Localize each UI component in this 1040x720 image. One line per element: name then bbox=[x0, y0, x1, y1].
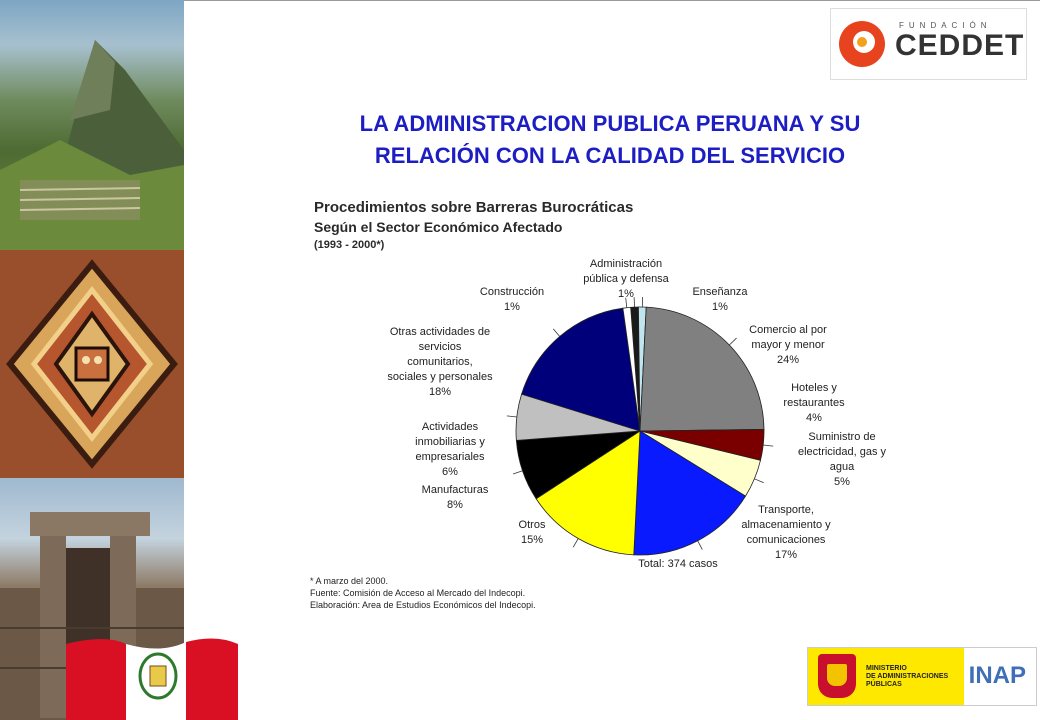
pie-chart bbox=[300, 195, 900, 620]
decorative-photo-panel bbox=[0, 0, 184, 720]
pie-label-8: Actividades inmobiliarias y empresariales 6% bbox=[415, 421, 485, 478]
ceddet-name-text: CEDDET bbox=[895, 29, 1025, 62]
footnote-elaboration: Elaboración: Area de Estudios Económicos del Indecopi. bbox=[310, 600, 536, 610]
page-title-line-2: RELACIÓN CON LA CALIDAD DEL SERVICIO bbox=[374, 143, 846, 168]
top-rule bbox=[184, 0, 1040, 1]
pie-label-9: Otras actividades de servicios comunitarios, sociales y personales 18% bbox=[387, 326, 493, 398]
pie-label-0: Administración pública y defensa 1% bbox=[583, 258, 669, 300]
pie-label-2: Comercio al por mayor y menor 24% bbox=[749, 324, 827, 366]
pie-label-5: Transporte, almacenamiento y comunicaciones 17% bbox=[741, 504, 831, 561]
ministerio-line-1: MINISTERIO bbox=[866, 665, 907, 672]
page-title bbox=[290, 108, 930, 172]
ministerio-inap-logo bbox=[807, 647, 1037, 706]
machu-picchu-photo bbox=[0, 0, 184, 250]
pie-leader-line-6 bbox=[573, 539, 578, 548]
inap-text: INAP bbox=[968, 662, 1026, 689]
pie-label-6: Otros 15% bbox=[518, 519, 546, 546]
pie-label-1: Enseñanza 1% bbox=[692, 286, 748, 313]
footnote-source: Fuente: Comisión de Acceso al Mercado del Indecopi. bbox=[310, 588, 526, 598]
ceddet-fundacion-text: FUNDACIÓN bbox=[899, 21, 992, 30]
ministerio-text bbox=[866, 665, 948, 689]
ceddet-logo-dot bbox=[857, 37, 867, 47]
pie-leader-line-8 bbox=[507, 416, 517, 417]
pie-slice-2 bbox=[640, 307, 764, 431]
ministerio-line-3: PÚBLICAS bbox=[866, 681, 902, 688]
pie-leader-line-7 bbox=[513, 471, 522, 474]
pie-label-4: Suministro de electricidad, gas y agua 5% bbox=[797, 431, 887, 488]
peru-flag bbox=[66, 634, 238, 720]
spain-coat-of-arms-icon bbox=[818, 654, 856, 698]
footnote-date: * A marzo del 2000. bbox=[310, 576, 389, 586]
inap-box bbox=[964, 648, 1036, 705]
pie-label-3: Hoteles y restaurantes 4% bbox=[783, 382, 845, 424]
pie-label-7: Manufacturas 8% bbox=[421, 484, 489, 511]
pie-leader-line-5 bbox=[698, 541, 703, 550]
pie-label-10: Construcción 1% bbox=[479, 286, 545, 313]
pie-chart-figure bbox=[300, 195, 900, 620]
pie-leader-line-2 bbox=[729, 338, 736, 345]
pie-leader-line-3 bbox=[763, 445, 773, 446]
pie-leader-line-9 bbox=[553, 329, 559, 337]
moche-mural-photo bbox=[0, 250, 184, 478]
ceddet-logo bbox=[830, 8, 1027, 80]
pie-leader-line-4 bbox=[754, 479, 763, 483]
page-title-line-1: LA ADMINISTRACION PUBLICA PERUANA Y SU bbox=[359, 111, 861, 136]
chart-title: Procedimientos sobre Barreras Burocráticas bbox=[314, 199, 634, 216]
chart-subtitle: Según el Sector Económico Afectado bbox=[314, 219, 563, 235]
ministerio-line-2: DE ADMINISTRACIONES bbox=[866, 673, 949, 680]
chart-period: (1993 - 2000*) bbox=[314, 239, 385, 251]
pie-total-label: Total: 374 casos bbox=[638, 558, 718, 570]
